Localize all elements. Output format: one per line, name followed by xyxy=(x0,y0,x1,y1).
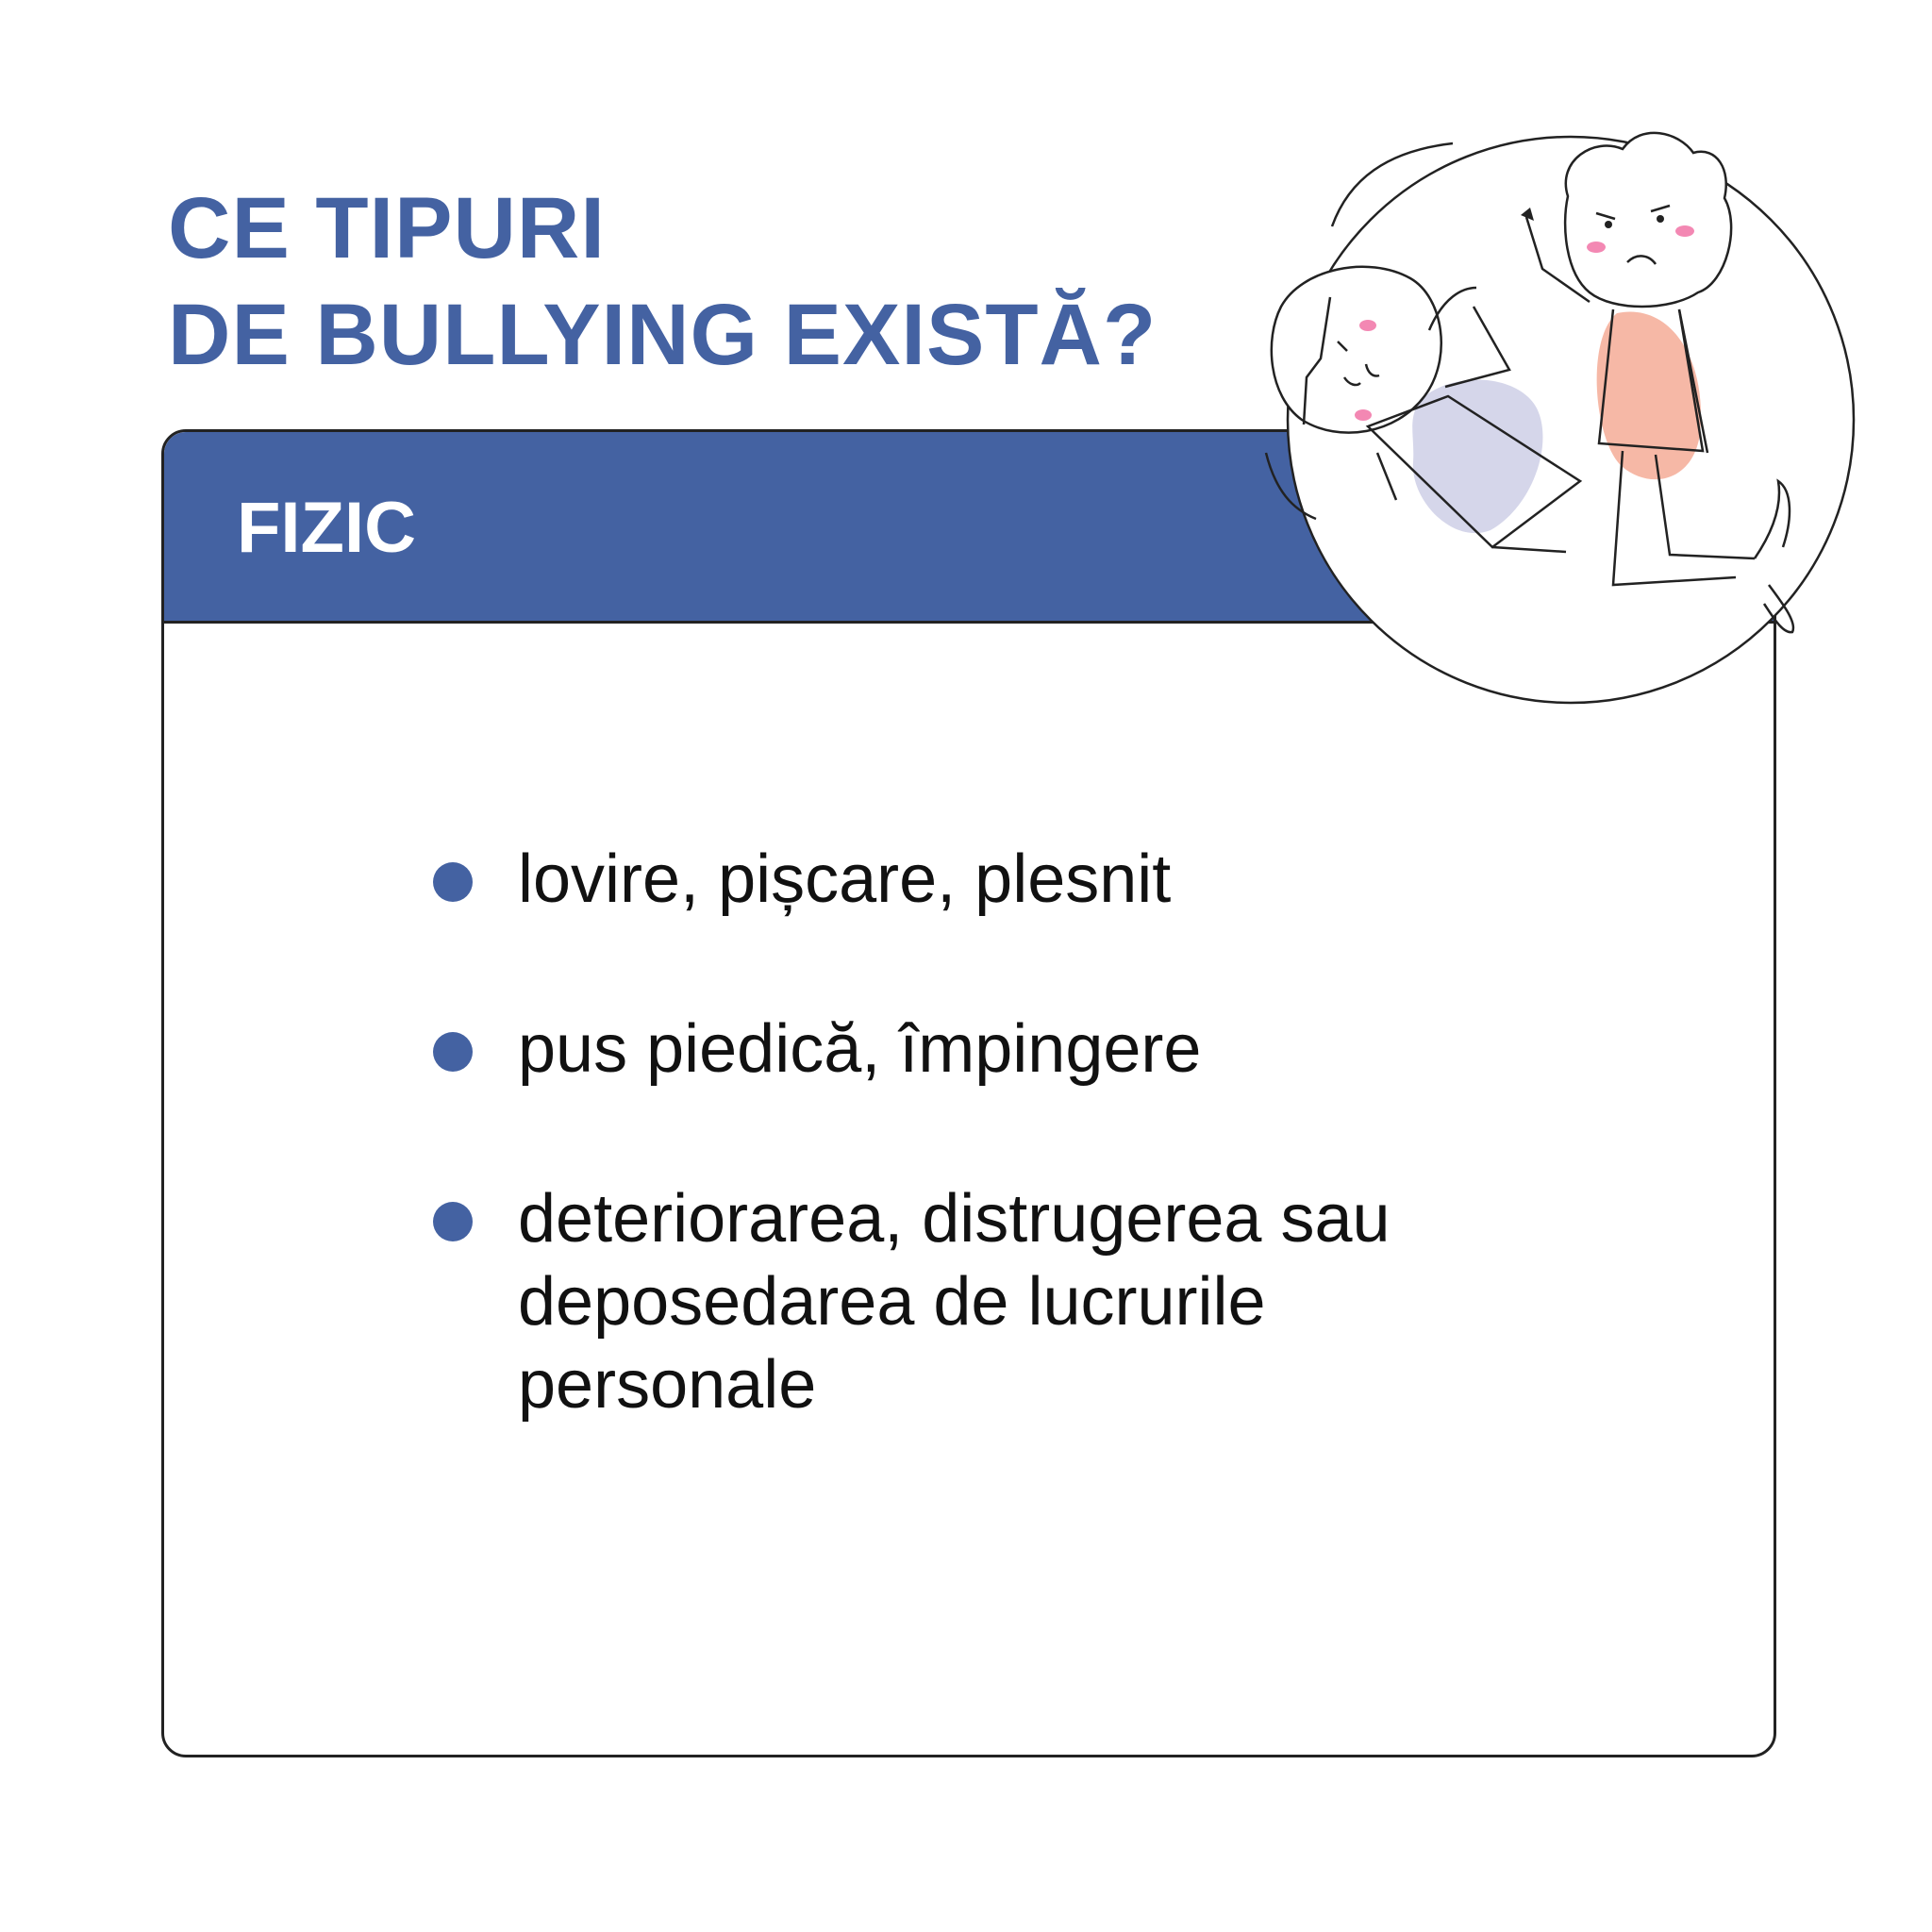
list-item-text: lovire, pișcare, plesnit xyxy=(518,841,1172,917)
bullet-dot-icon xyxy=(433,1032,473,1072)
list-item-text: pus piedică, împingere xyxy=(518,1011,1202,1087)
list-item xyxy=(433,1177,1565,1426)
list-item xyxy=(433,1008,1565,1091)
bullet-dot-icon xyxy=(433,862,473,902)
bullet-list xyxy=(433,838,1565,1513)
card-header-label: FIZIC xyxy=(237,488,416,568)
list-item-text: deteriorarea, distrugerea sau deposedarea de lucrurile personale xyxy=(518,1181,1391,1423)
page-title-line-2: DE BULLYING EXISTĂ? xyxy=(168,287,1158,383)
page-title xyxy=(168,175,1157,389)
bullet-dot-icon xyxy=(433,1202,473,1241)
page-title-line-1: CE TIPURI xyxy=(168,180,606,276)
bullying-children-illustration-icon xyxy=(1226,94,1868,736)
list-item xyxy=(433,838,1565,921)
